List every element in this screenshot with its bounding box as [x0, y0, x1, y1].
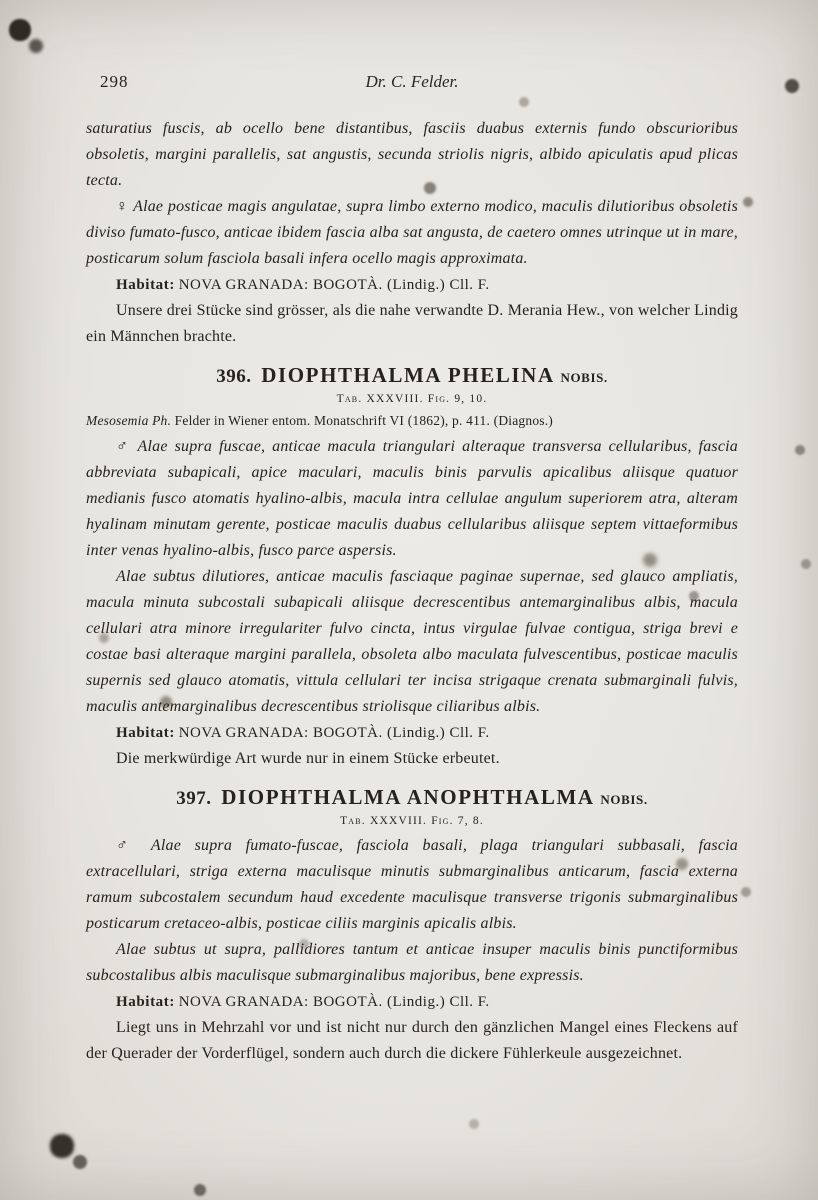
figure-reference: Tab. XXXVIII. Fig. 7, 8. [340, 815, 484, 827]
paragraph-underside-description: Alae subtus ut supra, pallidiores tantum et anticae insuper maculis binis punctiformibus subcostalibus albis maculisque submarginalibus majoribus, bene expressis. [86, 941, 738, 984]
page-content [86, 72, 738, 1067]
species-author: NOBIS. [600, 792, 648, 807]
paragraph-german-note: Die merkwürdige Art wurde nur in einem Stücke erbeutet. [116, 750, 500, 767]
synonymy-reference: Felder in Wiener entom. Monatschrift VI (1862), p. 411. (Diagnos.) [174, 413, 554, 428]
paragraph-male-description: ♂ Alae supra fumato-fuscae, fasciola basali, plaga triangulari subbasali, fascia extracellulari, striga externa maculisque minutis submarginalibus anticarum, fascia externa ramum subcostalem secundum haud excedente maculisque transverse trigonis submarginalibus posticarum cretaceo-albis, posticae ciliis marginis apicalis albis. [86, 837, 738, 932]
paragraph-male-description: ♂ Alae supra fuscae, anticae macula triangulari alteraque transversa cellularibus, fascia abbreviata subapicali, apice maculari, maculis binis parvulis apicalibus aliisque quatuor medianis fusco atomatis hyalino-albis, macula intra cellulae angulum superiorem atra, alteram hyalinam minutam gerente, posticae maculis duabus cellularibus aliisque septem vittaeformibus inter venas hyalino-albis, fusco parce aspersis. [86, 438, 738, 559]
running-header [86, 72, 738, 98]
habitat-line [86, 989, 738, 1015]
paragraph-female-description: ♀ Alae posticae magis angulatae, supra limbo externo modico, maculis dilutioribus obsoletis diviso fumato-fusco, anticae ibidem fascia alba sat angusta, de caetero omnes utrinque ut in mare, posticarum solum fasciola basali infera ocello magis approximata. [86, 198, 738, 267]
species-name: DIOPHTHALMA ANOPHTHALMA [221, 785, 595, 809]
species-author: NOBIS. [560, 370, 608, 385]
species-heading [86, 784, 738, 813]
synonymy-name: Mesosemia Ph. [86, 413, 172, 428]
paragraph-german-note: Unsere drei Stücke sind grösser, als die nahe verwandte D. Merania Hew., von welcher Lindig ein Männchen brachte. [86, 302, 738, 345]
species-name: DIOPHTHALMA PHELINA [261, 363, 555, 387]
running-title: Dr. C. Felder. [365, 72, 459, 91]
species-number: 397. [176, 788, 212, 809]
habitat-label: Habitat: [116, 994, 175, 1010]
habitat-value: NOVA GRANADA: BOGOTÀ. (Lindig.) Cll. F. [178, 994, 490, 1010]
species-number: 396. [216, 366, 252, 387]
species-section-397 [86, 784, 738, 1067]
page-number: 298 [100, 72, 129, 91]
synonymy-line [86, 411, 738, 431]
paragraph-german-note: Liegt uns in Mehrzahl vor und ist nicht nur durch den gänzlichen Mangel eines Fleckens auf der Querader der Vorderflügel, sondern auch durch die dickere Fühlerkeule ausgezeichnet. [86, 1019, 738, 1062]
figure-reference: Tab. XXXVIII. Fig. 9, 10. [336, 393, 488, 405]
habitat-line [86, 720, 738, 746]
habitat-value: NOVA GRANADA: BOGOTÀ. (Lindig.) Cll. F. [178, 277, 490, 293]
paragraph-continuation: saturatius fuscis, ab ocello bene distantibus, fasciis duabus externis fundo obscurioribus obsoletis, margini parallelis, sat angustis, secunda striolis nigris, albido apiculatis apud plicas tecta. [86, 120, 738, 189]
species-section-396 [86, 362, 738, 772]
habitat-label: Habitat: [116, 277, 175, 293]
habitat-label: Habitat: [116, 725, 175, 741]
habitat-line [86, 272, 738, 298]
paragraph-underside-description: Alae subtus dilutiores, anticae maculis fasciaque paginae supernae, sed glauco ampliatis, macula minuta subcostali subapicali aliisque decrescentibus antemarginalibus albis, macula cellulari atra minore irregulariter fulvo cincta, intus virgulae fulvae contigua, striga brevi e costae basi alteraque margini parallela, obsoleta albo maculata fulvescentibus, posticae maculis supernis sed glauco atomatis, vittula cellulari ter incisa strigaque crenata submarginali fulvis, maculis antemarginalibus decrescentibus striolisque ciliaribus albis. [86, 568, 738, 715]
habitat-value: NOVA GRANADA: BOGOTÀ. (Lindig.) Cll. F. [178, 725, 490, 741]
paper-stains [0, 0, 8, 8]
species-heading [86, 362, 738, 391]
